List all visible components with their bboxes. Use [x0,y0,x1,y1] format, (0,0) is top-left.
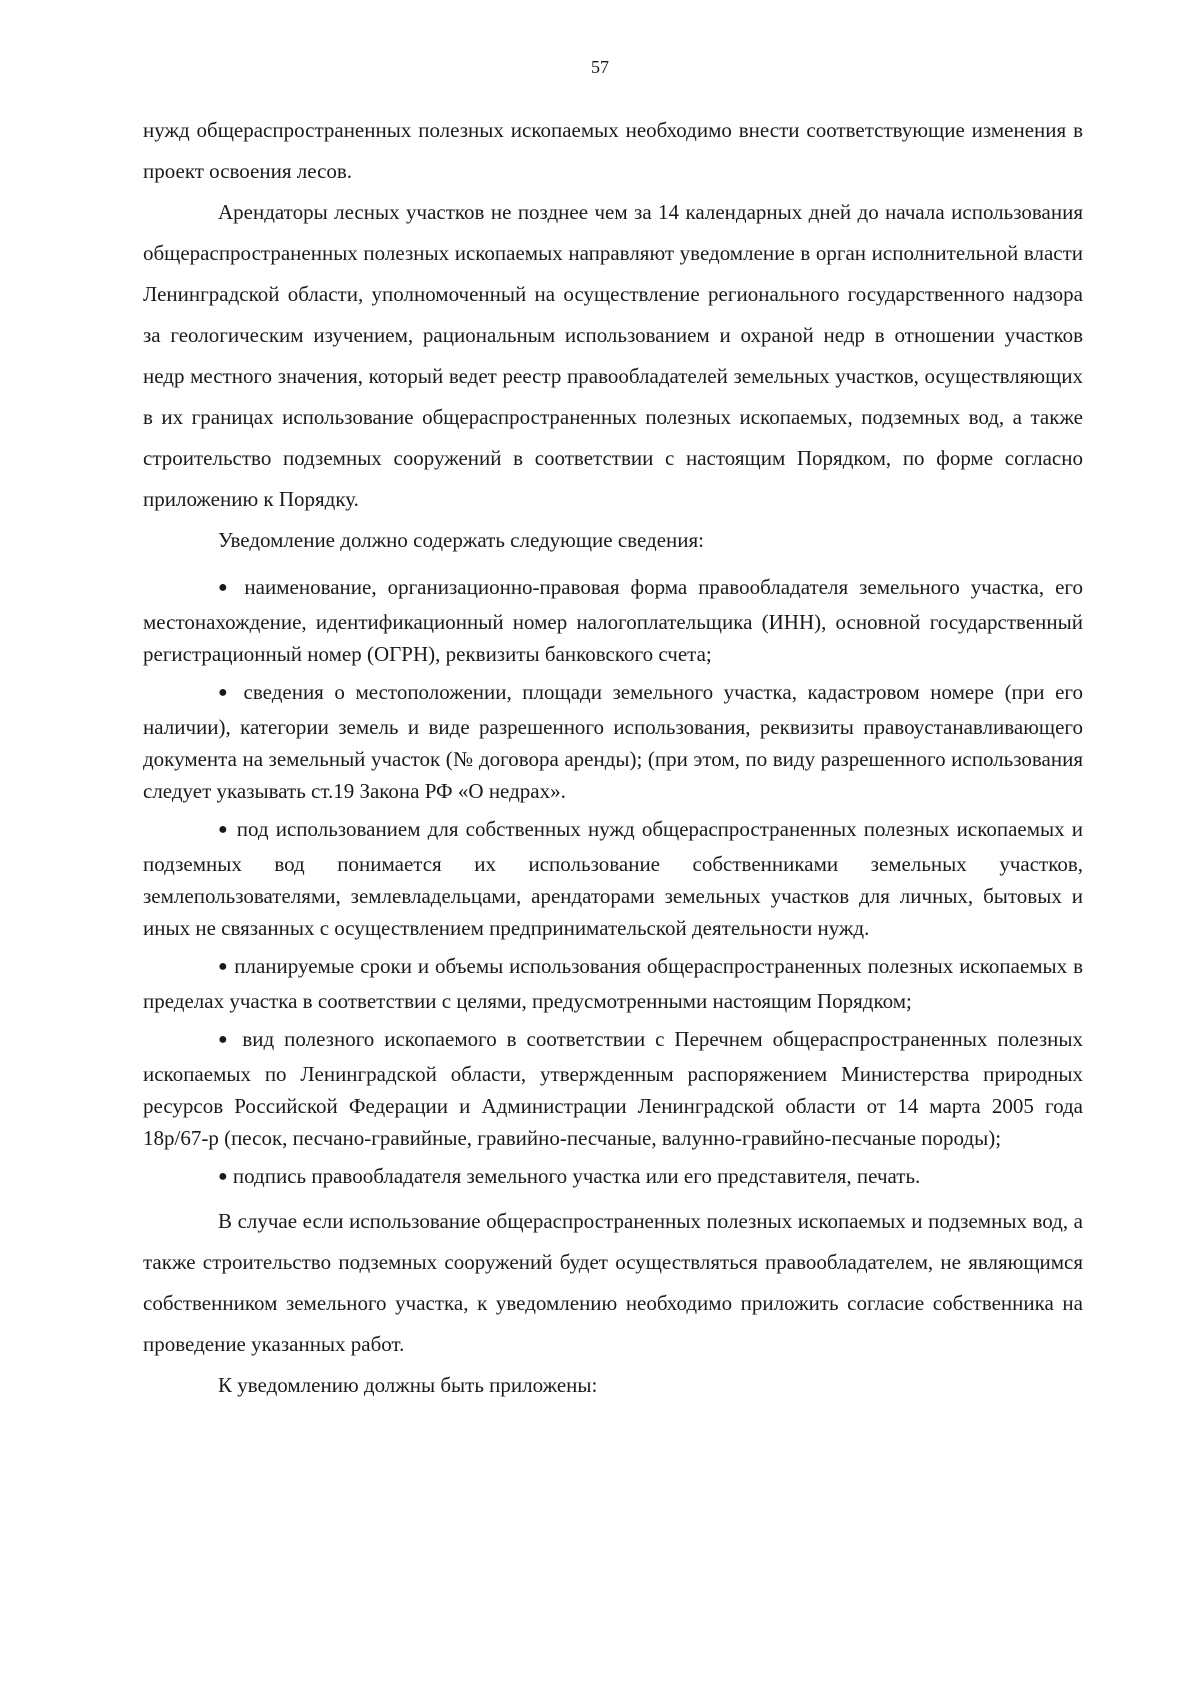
list-item-text: вид полезного ископаемого в соответствии с Перечнем общераспространенных полезных ископаемых по Ленинградской области, утвержденным распоряжением Министерства природных ресурсов Российской Федерации и Администрации Ленинградской области от 14 марта 2005 года 18р/67-р (песок, песчано-гравийные, гравийно-песчаные, валунно-гравийно-песчаные породы); [143,1027,1084,1150]
paragraph-continuation: нужд общераспространенных полезных ископаемых необходимо внести соответствующие изменения в проект освоения лесов. [143,118,1083,183]
list-item-text: под использованием для собственных нужд общераспространенных полезных ископаемых и подземных вод понимается их использование собственниками земельных участков, землепользователями, землевладельцами, арендаторами земельных участков для личных, бытовых и иных не связанных с осуществлением предпринимательской деятельности нужд. [143,817,1084,940]
closing-paragraphs [143,1201,1083,1406]
list-item [143,1160,1083,1195]
bullet-icon: ● [218,821,230,838]
list-item-text: наименование, организационно-правовая форма правообладателя земельного участка, его местонахождение, идентификационный номер налогоплательщика (ИНН), основной государственный регистрационный номер (ОГРН), реквизиты банковского счета; [143,575,1083,666]
list-item-text: планируемые сроки и объемы использования общераспространенных полезных ископаемых в пределах участка в соответствии с целями, предусмотренными настоящим Порядком; [143,954,1083,1013]
bullet-icon: ● [218,958,229,975]
list-item [143,813,1083,944]
list-item [143,571,1083,670]
list-item [143,1023,1083,1154]
list-item [143,950,1083,1017]
bullet-list [143,571,1083,1195]
list-item-text: сведения о местоположении, площади земельного участка, кадастровом номере (при его наличии), категории земель и виде разрешенного использования, реквизиты правоустанавливающего документа на земельный участок (№ договора аренды); (при этом, по виду разрешенного использования следует указывать ст.19 Закона РФ «О недрах». [143,680,1084,803]
page-number: 57 [591,57,609,77]
paragraph-notice-contents-intro: Уведомление должно содержать следующие сведения: [218,528,704,552]
bullet-icon: ● [218,1031,233,1048]
bullet-icon: ● [218,1168,228,1185]
bullet-icon: ● [218,579,234,596]
paragraph-owner-consent: В случае если использование общераспространенных полезных ископаемых и подземных вод, а также строительство подземных сооружений будет осуществляться правообладателем, не являющимся собственником земельного участка, к уведомлению необходимо приложить согласие собственника на проведение указанных работ. [143,1209,1083,1356]
paragraph-tenants-notice: Арендаторы лесных участков не позднее чем за 14 календарных дней до начала использования общераспространенных полезных ископаемых направляют уведомление в орган исполнительной власти Ленинградской области, уполномоченный на осуществление регионального государственного надзора за геологическим изучением, рациональным использованием и охраной недр в отношении участков недр местного значения, который ведет реестр правообладателей земельных участков, осуществляющих в их границах использование общераспространенных полезных ископаемых, подземных вод, а также строительство подземных сооружений в соответствии с настоящим Порядком, по форме согласно приложению к Порядку. [143,200,1083,511]
paragraph-attachments-intro: К уведомлению должны быть приложены: [218,1373,598,1397]
list-item [143,676,1083,807]
list-item-text: подпись правообладателя земельного участка или его представителя, печать. [232,1164,921,1188]
document-body [143,110,1083,1406]
bullet-icon: ● [218,684,233,701]
